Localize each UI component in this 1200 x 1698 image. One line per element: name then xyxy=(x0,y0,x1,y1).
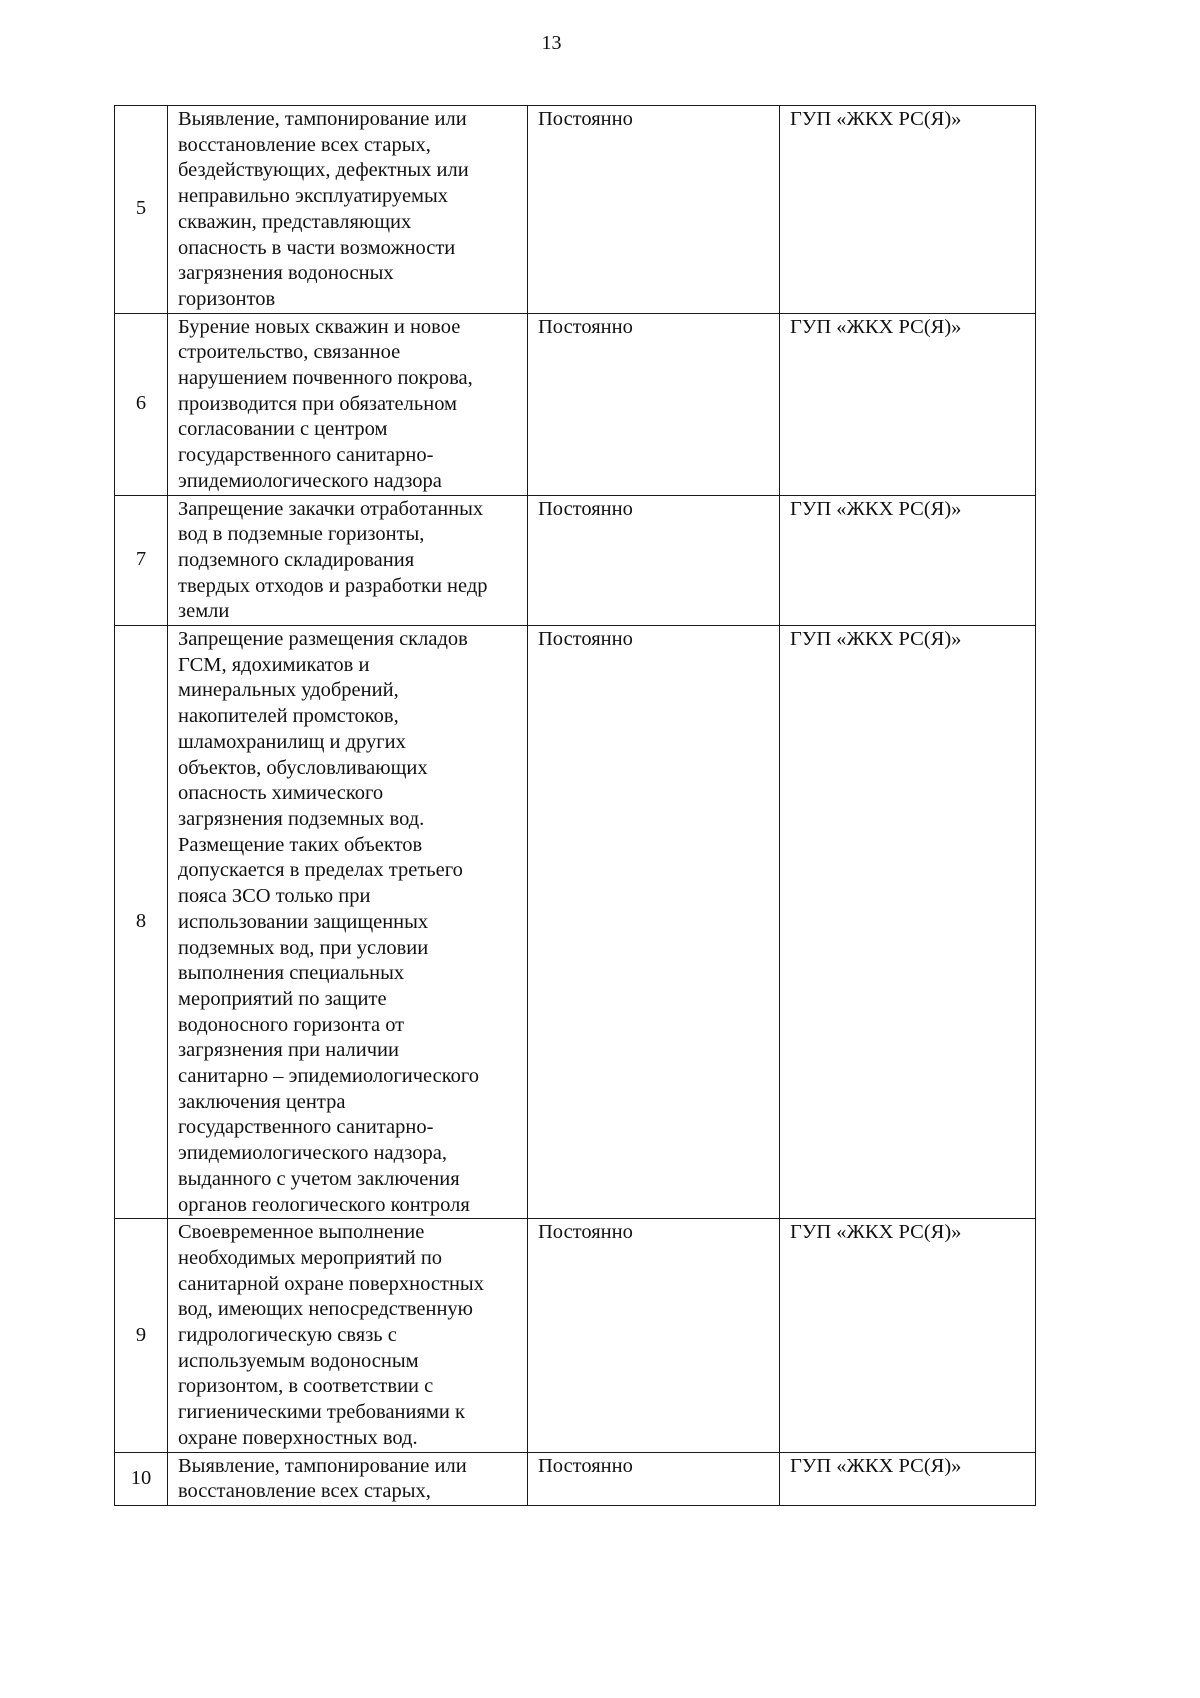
description-line: эпидемиологического надзора, xyxy=(178,1142,447,1165)
description-line: вод в подземные горизонты, xyxy=(178,523,425,546)
description-line: подземных вод, при условии xyxy=(178,936,429,959)
table-row xyxy=(115,1452,1036,1505)
description-line: используемым водоносным xyxy=(178,1349,419,1372)
description-line: опасность в части возможности xyxy=(178,236,456,259)
description-line: пояса ЗСО только при xyxy=(178,885,371,908)
table-row xyxy=(115,106,1036,314)
deadline-cell: Постоянно xyxy=(528,313,780,495)
measure-description xyxy=(168,495,528,626)
description-line: согласовании с центром xyxy=(178,418,388,441)
description-line: выданного с учетом заключения xyxy=(178,1167,460,1190)
description-line: органов геологического контроля xyxy=(178,1193,470,1216)
row-number: 9 xyxy=(115,1219,168,1452)
description-line: Запрещение закачки отработанных xyxy=(178,497,484,520)
measure-description xyxy=(168,626,528,1219)
description-line: ГСМ, ядохимикатов и xyxy=(178,653,370,676)
description-line: Своевременное выполнение xyxy=(178,1221,425,1244)
description-line: допускается в пределах третьего xyxy=(178,859,463,882)
description-line: Бурение новых скважин и новое xyxy=(178,315,461,338)
deadline-cell: Постоянно xyxy=(528,1219,780,1452)
measure-description xyxy=(168,313,528,495)
description-line: загрязнения водоносных xyxy=(178,262,394,285)
measures-table xyxy=(114,105,1036,1506)
description-line: Запрещение размещения складов xyxy=(178,628,468,651)
description-line: Выявление, тампонирование или xyxy=(178,1454,467,1477)
deadline-cell: Постоянно xyxy=(528,1452,780,1505)
responsible-cell: ГУП «ЖКХ РС(Я)» xyxy=(780,1452,1036,1505)
measure-description xyxy=(168,1452,528,1505)
page-number: 13 xyxy=(541,32,562,54)
description-line: Размещение таких объектов xyxy=(178,833,423,856)
description-line: государственного санитарно- xyxy=(178,1116,434,1139)
description-line: эпидемиологического надзора xyxy=(178,469,442,492)
description-line: использовании защищенных xyxy=(178,910,429,933)
description-line: скважин, представляющих xyxy=(178,210,412,233)
responsible-cell: ГУП «ЖКХ РС(Я)» xyxy=(780,1219,1036,1452)
description-line: горизонтом, в соответствии с xyxy=(178,1375,434,1398)
description-line: объектов, обусловливающих xyxy=(178,756,428,779)
description-line: твердых отходов и разработки недр xyxy=(178,574,488,597)
description-line: шламохранилищ и других xyxy=(178,730,406,753)
row-number: 8 xyxy=(115,626,168,1219)
row-number: 10 xyxy=(115,1452,168,1505)
description-line: земли xyxy=(178,600,230,623)
description-line: гидрологическую связь с xyxy=(178,1324,397,1347)
description-line: неправильно эксплуатируемых xyxy=(178,185,449,208)
description-line: заключения центра xyxy=(178,1090,346,1113)
description-line: бездействующих, дефектных или xyxy=(178,159,469,182)
measure-description xyxy=(168,106,528,314)
description-line: опасность химического xyxy=(178,782,384,805)
description-line: накопителей промстоков, xyxy=(178,705,399,728)
description-line: загрязнения подземных вод. xyxy=(178,807,425,830)
row-number: 6 xyxy=(115,313,168,495)
description-line: восстановление всех старых, xyxy=(178,133,431,156)
description-line: выполнения специальных xyxy=(178,962,405,985)
table-row xyxy=(115,313,1036,495)
description-line: санитарно – эпидемиологического xyxy=(178,1065,480,1088)
description-line: необходимых мероприятий по xyxy=(178,1246,443,1269)
description-line: подземного складирования xyxy=(178,548,415,571)
description-line: мероприятий по защите xyxy=(178,987,387,1010)
description-line: охране поверхностных вод. xyxy=(178,1426,418,1449)
responsible-cell: ГУП «ЖКХ РС(Я)» xyxy=(780,313,1036,495)
measure-description xyxy=(168,1219,528,1452)
description-line: строительство, связанное xyxy=(178,341,401,364)
description-line: нарушением почвенного покрова, xyxy=(178,367,473,390)
description-line: Выявление, тампонирование или xyxy=(178,108,467,130)
description-line: минеральных удобрений, xyxy=(178,679,399,702)
description-line: санитарной охране поверхностных xyxy=(178,1272,484,1295)
description-line: государственного санитарно- xyxy=(178,444,434,467)
responsible-cell: ГУП «ЖКХ РС(Я)» xyxy=(780,495,1036,626)
table-body xyxy=(115,106,1036,1506)
table-row xyxy=(115,1219,1036,1452)
table-row xyxy=(115,495,1036,626)
description-line: вод, имеющих непосредственную xyxy=(178,1298,473,1321)
deadline-cell: Постоянно xyxy=(528,495,780,626)
description-line: загрязнения при наличии xyxy=(178,1039,399,1062)
description-line: горизонтов xyxy=(178,287,276,310)
description-line: производится при обязательном xyxy=(178,392,458,415)
description-line: гигиеническими требованиями к xyxy=(178,1401,465,1424)
responsible-cell: ГУП «ЖКХ РС(Я)» xyxy=(780,106,1036,314)
deadline-cell: Постоянно xyxy=(528,106,780,314)
table-row xyxy=(115,626,1036,1219)
row-number: 5 xyxy=(115,106,168,314)
deadline-cell: Постоянно xyxy=(528,626,780,1219)
responsible-cell: ГУП «ЖКХ РС(Я)» xyxy=(780,626,1036,1219)
description-line: водоносного горизонта от xyxy=(178,1013,405,1036)
description-line: восстановление всех старых, xyxy=(178,1480,431,1503)
row-number: 7 xyxy=(115,495,168,626)
